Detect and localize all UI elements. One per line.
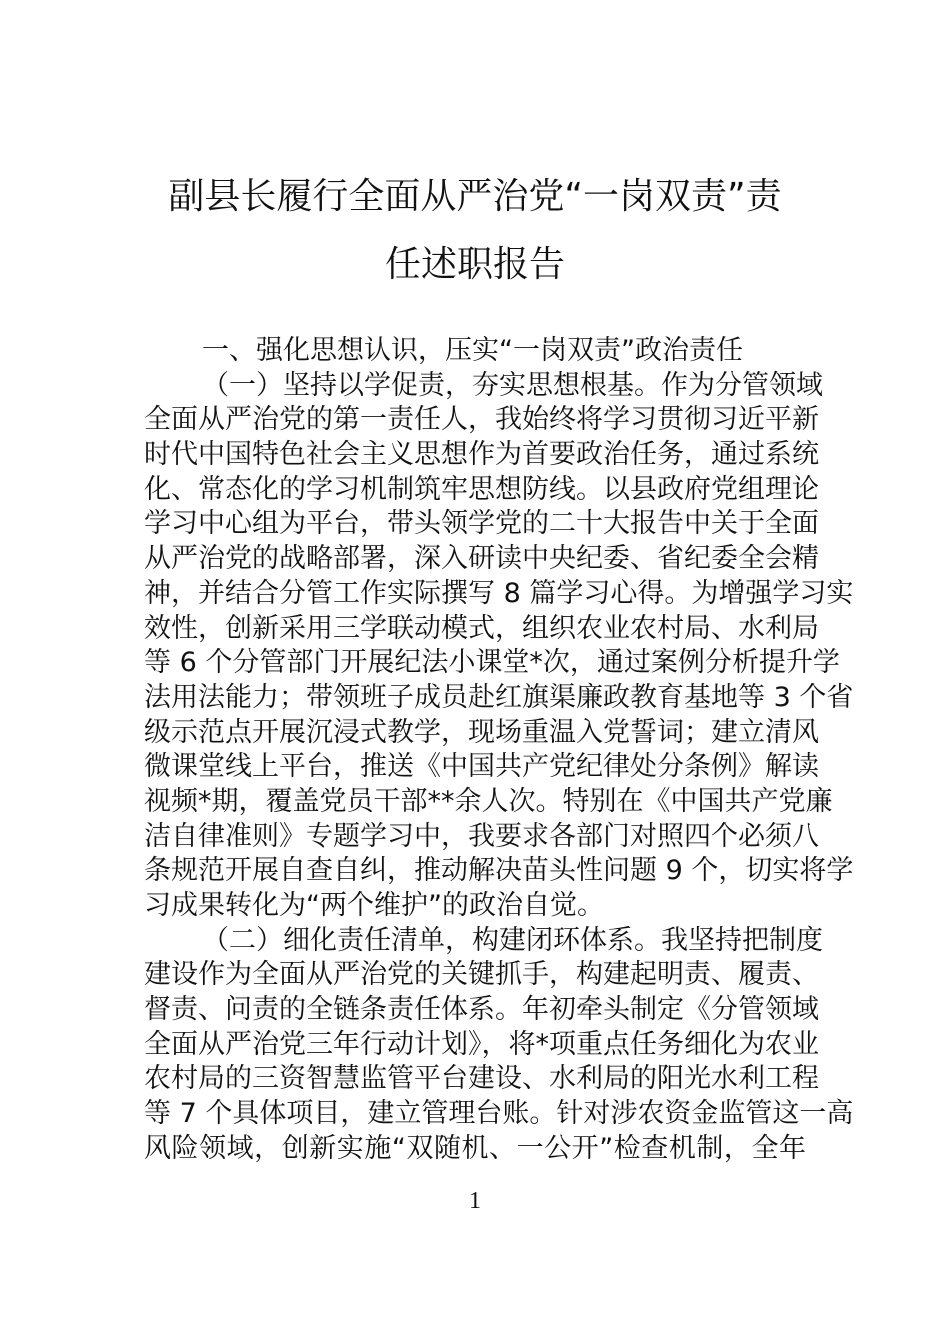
paragraph-line: 学习中心组为平台，带头领学党的二十大报告中关于全面 [144,508,819,540]
paragraph-line: 视频*期，覆盖党员干部**余人次。特别在《中国共产党廉 [144,785,833,817]
paragraph-line: 从严治党的战略部署，深入研读中央纪委、省纪委全会精 [144,543,819,575]
paragraph-line: 全面从严治党的第一责任人，我始终将学习贯彻习近平新 [144,404,819,436]
paragraph-line: 法用法能力；带领班子成员赴红旗渠廉政教育基地等 3 个省 [144,681,854,713]
paragraph-line: 神，并结合分管工作实际撰写 8 篇学习心得。为增强学习实 [144,577,854,609]
page-number: 1 [469,1188,481,1214]
paragraph-line: 条规范开展自查自纠，推动解决苗头性问题 9 个，切实将学 [144,855,854,887]
paragraph-line: 微课堂线上平台，推送《中国共产党纪律处分条例》解读 [144,751,819,783]
paragraph-line: 建设作为全面从严治党的关键抓手，构建起明责、履责、 [144,959,819,991]
paragraphs [144,369,854,1167]
paragraph-line: 级示范点开展沉浸式教学，现场重温入党誓词；建立清风 [144,716,819,748]
paragraph [144,369,854,924]
paragraph-line: 等 7 个具体项目，建立管理台账。针对涉农资金监管这一高 [144,1098,854,1130]
document-body [144,334,854,1167]
paragraph-line: 习成果转化为“两个维护”的政治自觉。 [144,890,604,921]
paragraph-line: 化、常态化的学习机制筑牢思想防线。以县政府党组理论 [144,473,819,505]
document-title [150,163,800,299]
paragraph-line: 洁自律准则》专题学习中，我要求各部门对照四个必须八 [144,820,819,852]
paragraph [144,924,854,1167]
paragraph-line: 效性，创新采用三学联动模式，组织农业农村局、水利局 [144,612,819,644]
paragraph-line: 督责、问责的全链条责任体系。年初牵头制定《分管领域 [144,994,819,1026]
title-line: 任述职报告 [384,244,565,285]
paragraph-line: （二）细化责任清单，构建闭环体系。我坚持把制度 [202,924,823,956]
title-line: 副县长履行全面从严治党“一岗双责”责 [168,176,782,217]
paragraph-line: 风险领域，创新实施“双随机、一公开”检查机制，全年 [144,1132,806,1164]
section-heading: 一、强化思想认识，压实“一岗双责”政治责任 [202,335,743,366]
paragraph-line: 等 6 个分管部门开展纪法小课堂*次，通过案例分析提升学 [144,647,840,679]
paragraph-line: 全面从严治党三年行动计划》，将*项重点任务细化为农业 [144,1028,819,1060]
paragraph-line: （一）坚持以学促责，夯实思想根基。作为分管领域 [202,369,823,401]
paragraph-line: 农村局的三资智慧监管平台建设、水利局的阳光水利工程 [144,1063,819,1095]
paragraph-line: 时代中国特色社会主义思想作为首要政治任务，通过系统 [144,439,819,471]
